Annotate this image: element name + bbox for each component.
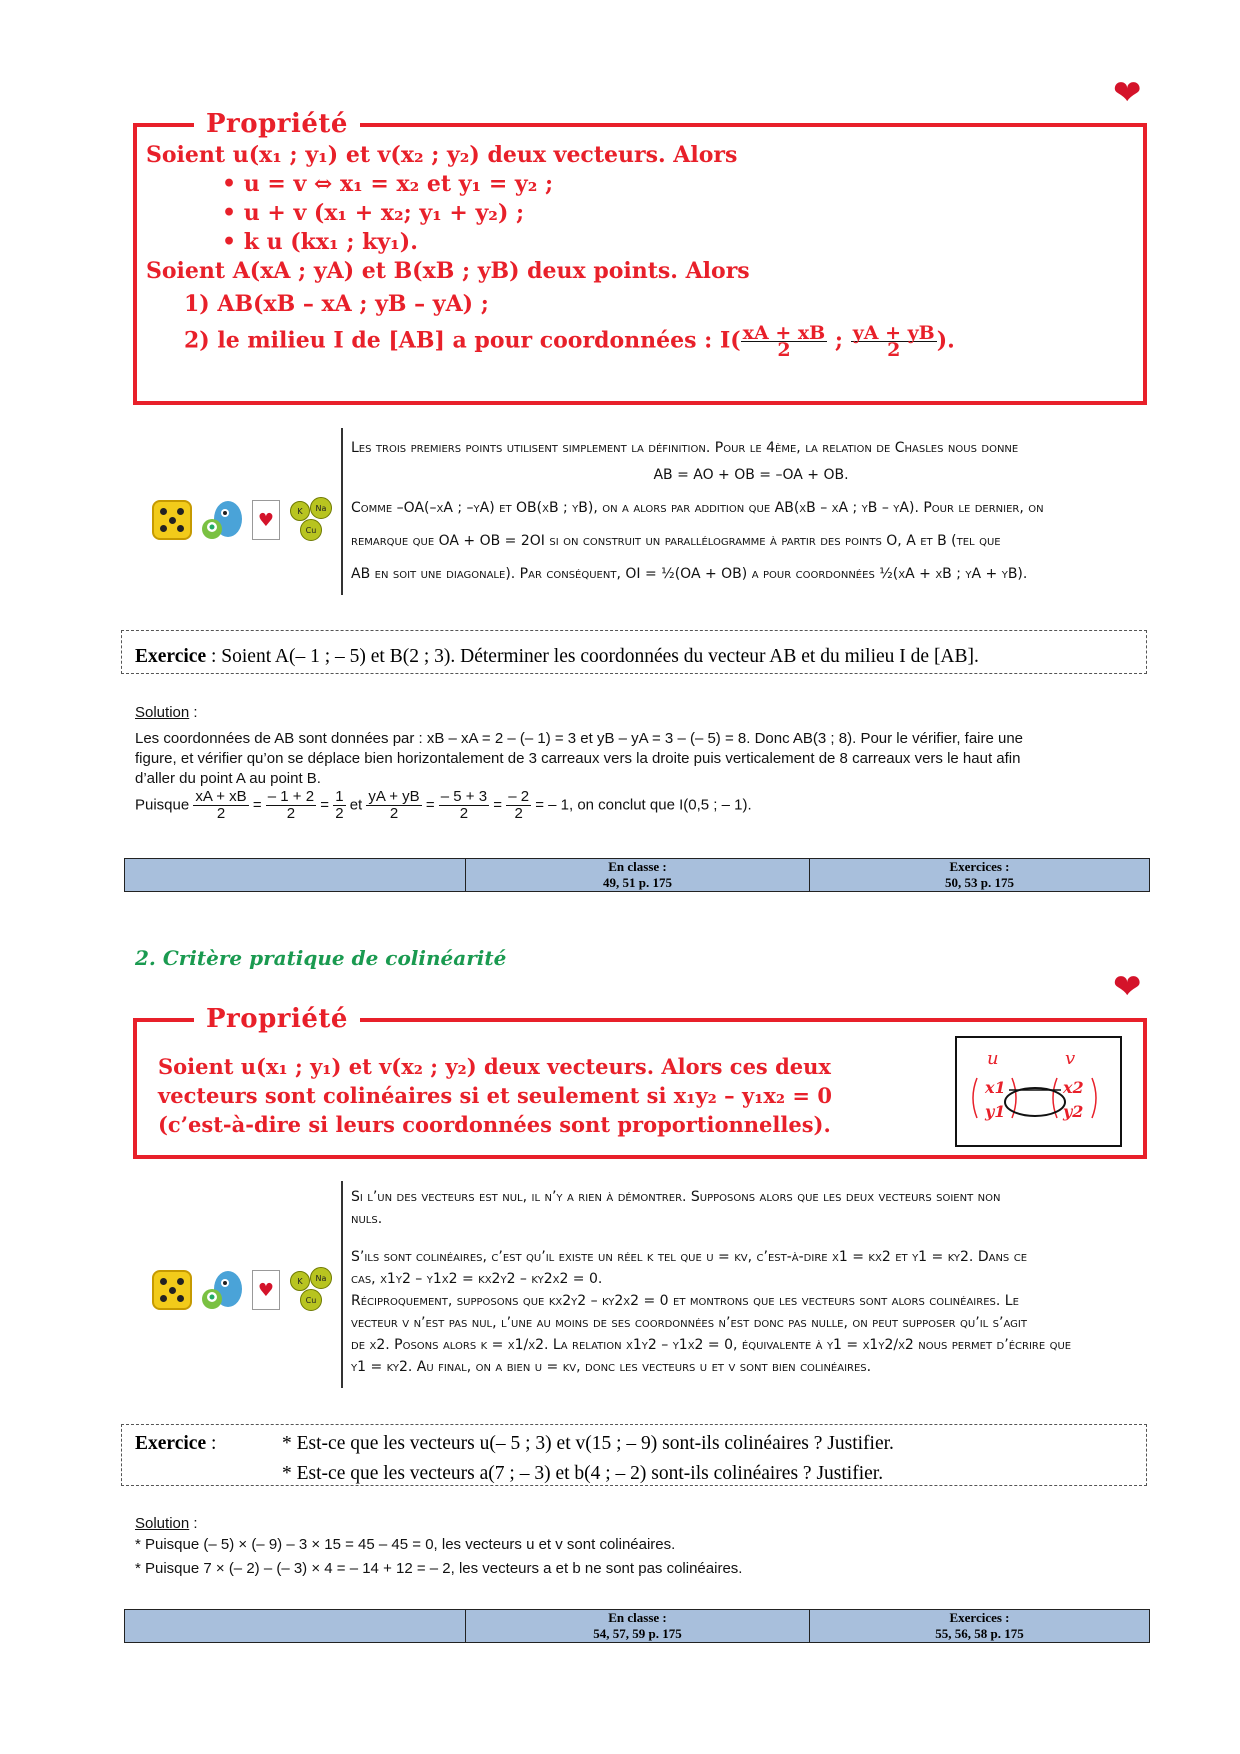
playing-card-icon: ♥ [252, 1270, 280, 1310]
fraction [741, 322, 828, 361]
exercise-1 [135, 646, 979, 668]
proof-line: de x2. Posons alors k = x1/x2. La relation x1y2 – y1x2 = 0, équivalente à y1 = x1y2/x2 nous permet d’écrire que [351, 1337, 1072, 1353]
planner-cell-exercices [810, 1610, 1150, 1643]
closing: ). [936, 327, 955, 354]
fraction-denominator: 2 [514, 805, 523, 822]
cross-product-diagram [957, 1038, 1120, 1145]
decorative-icons-2 [152, 1267, 334, 1313]
fraction-denominator: 2 [459, 805, 469, 822]
proof-line: S’ils sont colinéaires, c’est qu’il existe un réel k tel que u = kv, c’est-à-dire x1 = kx2 et y1 = ky2. Dans ce [351, 1249, 1028, 1265]
proof-line: Comme –OA(–xA ; –yA) et OB(xB ; yB), on a alors par addition que AB(xB – xA ; yB – yA). Pour le dernier, on [351, 500, 1044, 516]
proof-line: Si l’un des vecteurs est nul, il n’y a rien à démontrer. Supposons alors que les deux vecteurs soient non [351, 1189, 1001, 1205]
solution-heading [135, 1513, 1145, 1534]
solution-label: Solution [135, 704, 190, 721]
fraction-numerator: yA + yB [852, 322, 935, 344]
fraction-numerator: xA + xB [742, 322, 826, 344]
proof-line: nuls. [351, 1211, 383, 1227]
solution-colon: : [189, 1515, 198, 1532]
fraction [851, 322, 937, 361]
planner-label: En classe : [608, 1610, 667, 1625]
property-point-1: 1) AB(xB – xA ; yB – yA) ; [184, 291, 489, 317]
exercise-colon: : [206, 1433, 217, 1454]
solution-line: * Puisque (– 5) × (– 9) – 3 × 15 = 45 – 45 = 0, les vecteurs u et v sont colinéaires. [135, 1536, 676, 1553]
exercise-2-questions [282, 1429, 894, 1489]
fraction [333, 789, 345, 822]
separator: ; [827, 327, 851, 354]
heart-icon: ❤ [1113, 73, 1142, 113]
proof-bar [341, 428, 343, 595]
property-line: Soient u(x₁ ; y₁) et v(x₂ ; y₂) deux vecteurs. Alors [146, 142, 738, 168]
property-title-2: Propriété [194, 1004, 360, 1034]
planner-value: 54, 57, 59 p. 175 [593, 1626, 682, 1641]
solution-line: * Puisque 7 × (– 2) – (– 3) × 4 = – 14 + 12 = – 2, les vecteurs a et b ne sont pas colinéaires. [135, 1560, 743, 1577]
fraction-denominator: 2 [216, 805, 226, 822]
fraction-denominator: 2 [389, 805, 399, 822]
proof-line: vecteur v n’est pas nul, l’une au moins de ses coordonnées n’est donc pas nulle, on peut supposer qu’il s’agit [351, 1315, 1027, 1331]
proof-bar [341, 1181, 343, 1388]
solution-2 [135, 1513, 1145, 1579]
paren-right-v [1092, 1078, 1096, 1118]
monster-icon [198, 497, 246, 543]
cross-loop [1005, 1088, 1065, 1116]
planner-cell-empty [125, 859, 466, 892]
vector-v-label: v [1065, 1048, 1076, 1069]
planner-value: 49, 51 p. 175 [603, 875, 672, 890]
property-point-2 [146, 322, 955, 361]
text: et [349, 796, 363, 814]
exercise-row [135, 1429, 216, 1459]
fraction-numerator: – 2 [508, 788, 530, 805]
property-line: Soient A(xA ; yA) et B(xB ; yB) deux points. Alors [146, 258, 750, 284]
property-text-2 [158, 1052, 832, 1139]
property-title-1: Propriété [194, 109, 360, 139]
solution-heading [135, 703, 1145, 723]
chemistry-icon: K Na Cu [286, 1267, 334, 1313]
proof-line: AB = AO + OB = –OA + OB. [653, 467, 849, 483]
playing-card-icon: ♥ [252, 500, 280, 540]
chemistry-icon: K Na Cu [286, 497, 334, 543]
proof-1 [351, 432, 1151, 591]
planner-cell-en-classe [466, 859, 810, 892]
fraction-denominator: 2 [335, 805, 344, 822]
solution-line-fractions: Puisque $\frac{xA + xB}{2}$ = $\frac{- 1 + 2}{2}$ = $\frac{1}{2}$ et $\frac{yA + yB}{2}$ = $\frac{- 5 + 3}{2}$ = $\frac{- 2}{2}$ = – 1, on conclut que I(0,5 ; – 1). [135, 788, 752, 822]
planner-table-1 [124, 858, 1150, 892]
fraction-denominator: 2 [777, 339, 791, 361]
exercise-question: * Est-ce que les vecteurs u(– 5 ; 3) et v(15 ; – 9) sont-ils colinéaires ? Justifier. [282, 1433, 894, 1454]
exercise-question: * Est-ce que les vecteurs a(7 ; – 3) et b(4 ; – 2) sont-ils colinéaires ? Justifier. [282, 1463, 884, 1484]
proof-line: remarque que OA + OB = 2OI si on construit un parallélogramme à partir des points O, A et B (tel que [351, 533, 1001, 549]
proof-line: Réciproquement, supposons que kx2y2 – ky2x2 = 0 et montrons que les vecteurs sont alors colinéaires. Le [351, 1293, 1019, 1309]
property-bullet: • u = v ⇔ x₁ = x₂ et y₁ = y₂ ; [222, 171, 554, 197]
vector-u-label: u [987, 1048, 999, 1069]
fraction [366, 789, 421, 822]
fraction [439, 789, 489, 822]
planner-value: 55, 56, 58 p. 175 [935, 1626, 1024, 1641]
fraction [266, 789, 316, 822]
solution-colon: : [189, 704, 198, 721]
decorative-icons-1 [152, 497, 334, 543]
fraction-numerator: – 1 + 2 [267, 788, 315, 805]
exercise-2 [135, 1429, 216, 1459]
property-text-1 [146, 141, 955, 361]
proof-line: y1 = ky2. Au final, on a bien u = kv, donc les vecteurs u et v sont bien colinéaires. [351, 1359, 872, 1375]
fraction [193, 789, 248, 822]
y2-label: y2 [1063, 1102, 1084, 1121]
proof-line: AB en soit une diagonale). Par conséquent, OI = ½(OA + OB) a pour coordonnées ½(xA + xB ; yA + yB). [351, 566, 1028, 582]
planner-value: 50, 53 p. 175 [945, 875, 1014, 890]
fraction [506, 789, 531, 822]
proof-2 [351, 1186, 1151, 1378]
exercise-label: Exercice [135, 646, 207, 667]
property-bullet: • k u (kx₁ ; ky₁). [222, 229, 418, 255]
fraction-numerator: xA + xB [195, 788, 247, 805]
dice-icon [152, 1270, 192, 1310]
exercise-label: Exercice [135, 1433, 207, 1454]
planner-table-2 [124, 1609, 1150, 1643]
solution-line: Les coordonnées de AB sont données par : xB – xA = 2 – (– 1) = 3 et yB – yA = 3 – (– 5) = 8. Donc AB(3 ; 8). Pour le vérifier, faire une [135, 730, 1024, 747]
planner-label: Exercices : [949, 1610, 1010, 1625]
colinearity-diagram [955, 1036, 1122, 1147]
property-line: vecteurs sont colinéaires si et seulement si x₁y₂ – y₁x₂ = 0 [158, 1083, 832, 1108]
section-title: 2. Critère pratique de colinéarité [135, 946, 507, 970]
solution-line: d’aller du point A au point B. [135, 770, 321, 787]
text: Puisque [135, 796, 190, 814]
property-line: (c’est-à-dire si leurs coordonnées sont proportionnelles). [158, 1112, 831, 1137]
x2-label: x2 [1063, 1078, 1084, 1097]
exercise-text: : Soient A(– 1 ; – 5) et B(2 ; 3). Déterminer les coordonnées du vecteur AB et du milieu I de [AB]. [206, 646, 979, 667]
solution-label: Solution [135, 1515, 190, 1532]
proof-line: cas, x1y2 – y1x2 = kx2y2 – ky2x2 = 0. [351, 1271, 603, 1287]
monster-icon [198, 1267, 246, 1313]
proof-line: Les trois premiers points utilisent simplement la définition. Pour le 4ème, la relation de Chasles nous donne [351, 440, 1019, 456]
fraction-denominator: 2 [887, 339, 901, 361]
x1-label: x1 [985, 1078, 1006, 1097]
property-point-2-text: 2) le milieu I de [AB] a pour coordonnées : I( [184, 327, 741, 354]
y1-label: y1 [985, 1102, 1006, 1121]
planner-cell-exercices [810, 859, 1150, 892]
text: = – 1, on conclut que I(0,5 ; – 1). [535, 796, 752, 814]
property-line: Soient u(x₁ ; y₁) et v(x₂ ; y₂) deux vecteurs. Alors ces deux [158, 1054, 831, 1079]
planner-label: En classe : [608, 859, 667, 874]
heart-icon: ❤ [1113, 967, 1142, 1007]
solution-line: figure, et vérifier qu’on se déplace bien horizontalement de 3 carreaux vers la droite puis verticalement de 8 carreaux vers le haut afin [135, 750, 1021, 767]
planner-label: Exercices : [949, 859, 1010, 874]
planner-cell-en-classe [466, 1610, 810, 1643]
fraction-numerator: yA + yB [368, 788, 420, 805]
planner-cell-empty [125, 1610, 466, 1643]
dice-icon [152, 500, 192, 540]
paren-left-u [973, 1078, 977, 1118]
solution-1 [135, 703, 1145, 822]
property-bullet: • u + v (x₁ + x₂; y₁ + y₂) ; [222, 200, 525, 226]
fraction-numerator: 1 [335, 788, 344, 805]
fraction-denominator: 2 [286, 805, 296, 822]
fraction-numerator: – 5 + 3 [440, 788, 488, 805]
